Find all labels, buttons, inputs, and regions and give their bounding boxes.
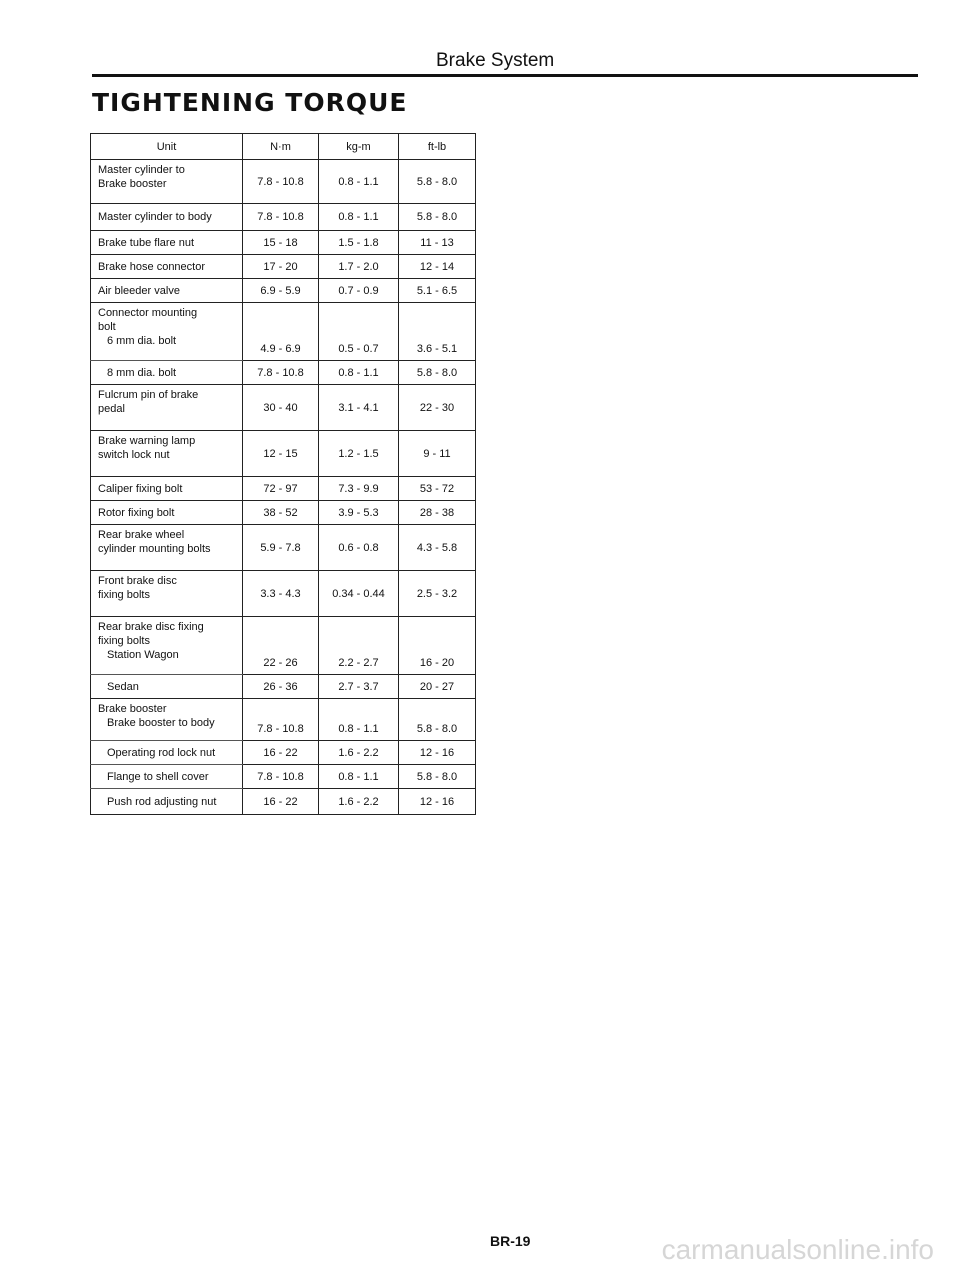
table-row <box>91 525 476 571</box>
table-row <box>91 160 476 204</box>
row-value-ftlb: 3.6 - 5.1 <box>399 303 476 361</box>
row-value-ftlb: 22 - 30 <box>399 385 476 431</box>
row-item-line: Brake tube flare nut <box>98 236 195 249</box>
row-item-cell <box>91 160 243 204</box>
watermark-text: carmanualsonline.info <box>661 1234 934 1265</box>
table-row <box>91 255 476 279</box>
row-value-nm: 5.9 - 7.8 <box>243 525 319 571</box>
row-value-ftlb: 5.8 - 8.0 <box>399 699 476 741</box>
row-item-subline: 6 mm dia. bolt <box>107 335 177 347</box>
row-item-cell <box>91 789 243 815</box>
table-row <box>91 204 476 231</box>
row-item-line: Brake hose connector <box>98 260 206 273</box>
table-row <box>91 231 476 255</box>
row-value-ftlb: 2.5 - 3.2 <box>399 571 476 617</box>
row-value-kgm: 0.8 - 1.1 <box>319 204 399 231</box>
row-value-nm: 38 - 52 <box>243 501 319 525</box>
table-row <box>91 675 476 699</box>
row-value-kgm: 0.7 - 0.9 <box>319 279 399 303</box>
row-value-nm: 16 - 22 <box>243 741 319 765</box>
row-item-line: bolt <box>98 321 116 333</box>
row-item-cell <box>91 571 243 617</box>
row-value-nm: 16 - 22 <box>243 789 319 815</box>
row-item-subline: Brake booster to body <box>107 717 215 729</box>
row-value-nm: 22 - 26 <box>243 617 319 675</box>
row-item-line: Caliper fixing bolt <box>98 482 183 495</box>
row-value-ftlb: 28 - 38 <box>399 501 476 525</box>
row-value-ftlb: 20 - 27 <box>399 675 476 699</box>
row-item-cell <box>91 765 243 789</box>
row-value-kgm: 0.8 - 1.1 <box>319 699 399 741</box>
row-value-ftlb: 53 - 72 <box>399 477 476 501</box>
table-row <box>91 617 476 675</box>
row-value-kgm: 0.8 - 1.1 <box>319 765 399 789</box>
row-value-ftlb: 4.3 - 5.8 <box>399 525 476 571</box>
table-row <box>91 431 476 477</box>
row-item-subline: Station Wagon <box>107 649 179 661</box>
table-row <box>91 385 476 431</box>
row-value-kgm: 0.8 - 1.1 <box>319 160 399 204</box>
row-item-line: Connector mounting <box>98 307 198 319</box>
row-item-cell <box>91 617 243 675</box>
row-value-kgm: 2.2 - 2.7 <box>319 617 399 675</box>
header-rule <box>92 74 918 77</box>
row-value-kgm: 0.8 - 1.1 <box>319 361 399 385</box>
row-item-line: fixing bolts <box>98 589 150 601</box>
row-value-nm: 4.9 - 6.9 <box>243 303 319 361</box>
row-value-ftlb: 9 - 11 <box>399 431 476 477</box>
row-item-cell <box>91 303 243 361</box>
row-item-cell <box>91 477 243 501</box>
tightening-torque-table <box>90 133 476 815</box>
row-value-kgm: 1.6 - 2.2 <box>319 741 399 765</box>
table-row <box>91 699 476 741</box>
row-item-cell <box>91 699 243 741</box>
table-row <box>91 501 476 525</box>
row-item-cell <box>91 279 243 303</box>
row-value-ftlb: 5.8 - 8.0 <box>399 361 476 385</box>
row-value-kgm: 0.34 - 0.44 <box>319 571 399 617</box>
column-header-kgm: kg-m <box>319 134 399 160</box>
column-header-unit: Unit <box>91 134 243 160</box>
row-value-ftlb: 11 - 13 <box>399 231 476 255</box>
row-value-ftlb: 12 - 16 <box>399 741 476 765</box>
row-item-line: Fulcrum pin of brake <box>98 389 199 401</box>
row-item-line: fixing bolts <box>98 635 150 647</box>
row-item-line: Air bleeder valve <box>98 284 180 297</box>
row-item-line: Rear brake wheel <box>98 529 185 541</box>
row-value-nm: 7.8 - 10.8 <box>243 160 319 204</box>
column-header-nm: N·m <box>243 134 319 160</box>
row-item-line: Rear brake disc fixing <box>98 621 204 633</box>
row-value-nm: 7.8 - 10.8 <box>243 765 319 789</box>
row-value-nm: 12 - 15 <box>243 431 319 477</box>
row-value-kgm: 1.5 - 1.8 <box>319 231 399 255</box>
row-value-kgm: 1.6 - 2.2 <box>319 789 399 815</box>
row-value-ftlb: 16 - 20 <box>399 617 476 675</box>
row-value-nm: 7.8 - 10.8 <box>243 699 319 741</box>
row-item-line: pedal <box>98 403 125 415</box>
table-row <box>91 789 476 815</box>
row-value-nm: 26 - 36 <box>243 675 319 699</box>
row-item-cell <box>91 431 243 477</box>
row-item-cell <box>91 525 243 571</box>
row-value-ftlb: 12 - 16 <box>399 789 476 815</box>
row-item-cell <box>91 361 243 385</box>
row-item-line: cylinder mounting bolts <box>98 543 211 555</box>
column-header-ftlb: ft-lb <box>399 134 476 160</box>
row-item-cell <box>91 204 243 231</box>
row-item-subline: Flange to shell cover <box>107 770 209 783</box>
row-item-line: Rotor fixing bolt <box>98 506 175 519</box>
row-item-subline: Push rod adjusting nut <box>107 795 217 808</box>
row-item-cell <box>91 741 243 765</box>
row-item-subline: 8 mm dia. bolt <box>107 366 177 379</box>
row-item-cell <box>91 231 243 255</box>
table-row <box>91 741 476 765</box>
row-item-line: Master cylinder to body <box>98 211 212 223</box>
row-value-kgm: 3.9 - 5.3 <box>319 501 399 525</box>
row-value-nm: 72 - 97 <box>243 477 319 501</box>
row-value-nm: 6.9 - 5.9 <box>243 279 319 303</box>
row-value-kgm: 0.5 - 0.7 <box>319 303 399 361</box>
running-header-title: Brake System <box>436 50 555 71</box>
row-value-kgm: 3.1 - 4.1 <box>319 385 399 431</box>
row-value-ftlb: 5.1 - 6.5 <box>399 279 476 303</box>
row-item-line: Master cylinder to <box>98 164 185 176</box>
row-value-ftlb: 5.8 - 8.0 <box>399 204 476 231</box>
row-value-ftlb: 12 - 14 <box>399 255 476 279</box>
table-row <box>91 279 476 303</box>
table-row <box>91 361 476 385</box>
row-value-ftlb: 5.8 - 8.0 <box>399 765 476 789</box>
row-value-nm: 3.3 - 4.3 <box>243 571 319 617</box>
row-item-subline: Sedan <box>107 680 139 693</box>
table-row <box>91 765 476 789</box>
row-value-nm: 30 - 40 <box>243 385 319 431</box>
row-item-line: Brake warning lamp <box>98 435 196 447</box>
row-item-cell <box>91 501 243 525</box>
row-item-line: Brake booster <box>98 178 167 190</box>
row-item-cell <box>91 385 243 431</box>
row-item-subline: Operating rod lock nut <box>107 746 216 759</box>
row-value-kgm: 7.3 - 9.9 <box>319 477 399 501</box>
page-number: BR-19 <box>490 1233 531 1249</box>
row-value-nm: 15 - 18 <box>243 231 319 255</box>
row-value-nm: 7.8 - 10.8 <box>243 204 319 231</box>
row-item-cell <box>91 675 243 699</box>
row-item-line: Brake booster <box>98 703 167 715</box>
table-row <box>91 477 476 501</box>
row-item-cell <box>91 255 243 279</box>
table-row <box>91 571 476 617</box>
section-title: TIGHTENING TORQUE <box>92 88 408 117</box>
row-item-line: Front brake disc <box>98 575 177 587</box>
row-value-nm: 7.8 - 10.8 <box>243 361 319 385</box>
table-header-row <box>91 134 476 160</box>
row-item-line: switch lock nut <box>98 449 170 461</box>
row-value-kgm: 0.6 - 0.8 <box>319 525 399 571</box>
row-value-kgm: 2.7 - 3.7 <box>319 675 399 699</box>
row-value-kgm: 1.7 - 2.0 <box>319 255 399 279</box>
row-value-ftlb: 5.8 - 8.0 <box>399 160 476 204</box>
row-value-kgm: 1.2 - 1.5 <box>319 431 399 477</box>
row-value-nm: 17 - 20 <box>243 255 319 279</box>
table-row <box>91 303 476 361</box>
